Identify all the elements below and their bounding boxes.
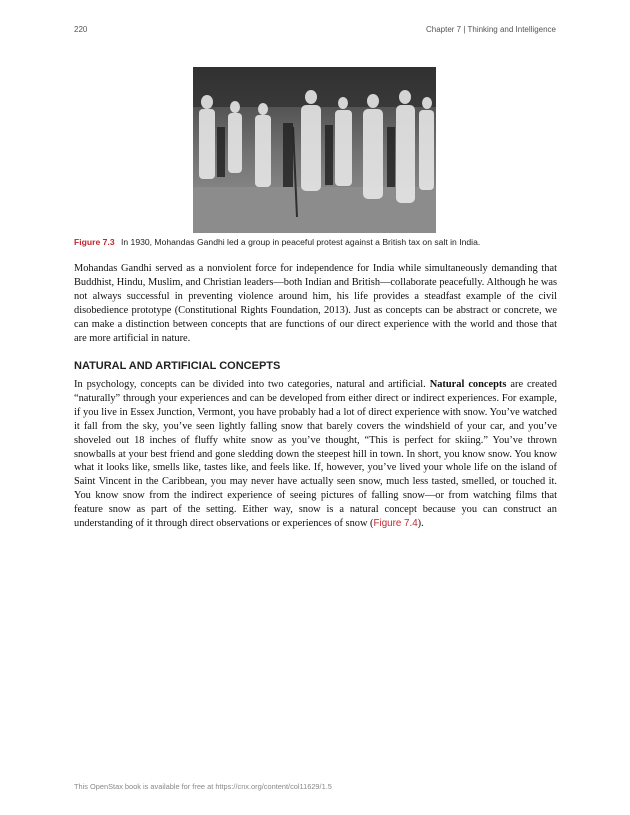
figure-label: Figure 7.3: [74, 237, 115, 247]
para2-text-c: ).: [417, 518, 424, 530]
section-heading: NATURAL AND ARTIFICIAL CONCEPTS: [74, 360, 281, 372]
para2-text-b: are created “naturally” through your experiences and can be developed from either direct or indirect experiences. For example, if you live in Essex Junction, Vermont, you have probably had a lot of direct experience with snow. You’ve watched it fall from the sky, you’ve seen lightly falling snow that barely covers the windshield of your car, and you’ve shoveled out 18 inches of fluffy white snow as you’ve thought, “This is perfect for skiing.” You’ve thrown snowballs at your best friend and gone sledding down the steepest hill in town. In short, you know snow. You know what it looks like, smells like, tastes like, and feels like. If, however, you’ve lived your whole life on the island of Saint Vincent in the Caribbean, you may never have actually seen snow, much less tasted, smelled, or touched it. You know snow from the indirect experience of seeing pictures of falling snow—or from watching films that feature snow as part of the setting. Either way, snow is a natural concept because you can construct an understanding of it through direct observations or experiences of snow (: [74, 379, 557, 530]
page-footer: This OpenStax book is available for free at https://cnx.org/content/col11629/1.5: [74, 782, 332, 791]
body-paragraph-2: [74, 378, 557, 531]
para2-text-a: In psychology, concepts can be divided into two categories, natural and artificial.: [74, 379, 430, 390]
figure-caption-text: In 1930, Mohandas Gandhi led a group in peaceful protest against a British tax on salt in India.: [120, 237, 481, 247]
chapter-title: Chapter 7 | Thinking and Intelligence: [425, 25, 556, 34]
body-paragraph-1: Mohandas Gandhi served as a nonviolent force for independence for India while simultaneously demanding that Buddhist, Hindu, Muslim, and Christian leaders—both Indian and British—collaborate peacefully. Although he was not always successful in preventing violence around him, his life provides a steadfast example of the civil disobedience prototype (Constitutional Rights Foundation, 2013). Just as concepts can be abstract or concrete, we can make a distinction between concepts that are functions of our direct experience with the world and those that are more artificial in nature.: [74, 263, 557, 344]
figure-7-4-link[interactable]: Figure 7.4: [373, 518, 418, 530]
page-header: [74, 25, 556, 37]
key-term-natural-concepts: Natural concepts: [429, 379, 507, 390]
figure-caption: [74, 237, 564, 247]
page-number: 220: [74, 25, 88, 34]
figure-photo: [193, 67, 436, 233]
